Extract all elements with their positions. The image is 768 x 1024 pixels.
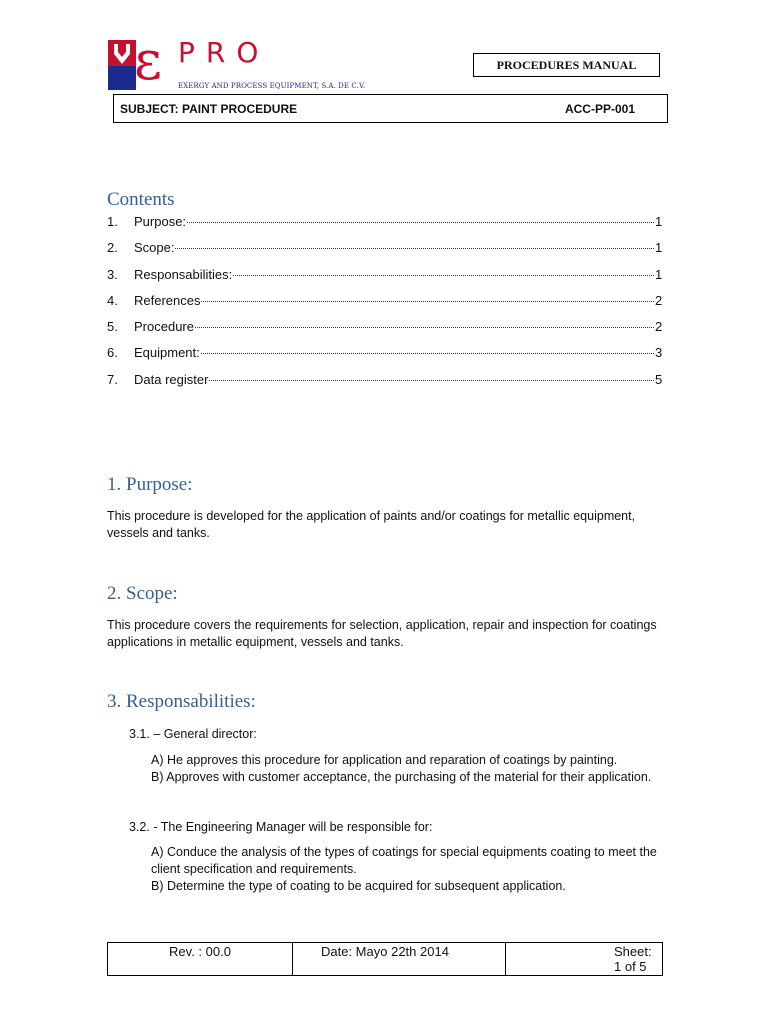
toc-page: 1 (655, 266, 663, 282)
company-logo (108, 29, 366, 94)
manual-title-box (473, 53, 660, 77)
scope-heading: 2. Scope: (107, 583, 178, 604)
toc-number: 4. (107, 292, 118, 308)
toc-label: Responsabilities: (134, 266, 233, 282)
toc-page: 1 (655, 214, 663, 229)
toc-label: Data register (134, 371, 209, 387)
toc-leader (187, 222, 654, 223)
toc-page: 3 (655, 345, 663, 361)
toc-item[interactable] (107, 319, 662, 345)
toc-page: 2 (655, 292, 663, 308)
toc-page: 2 (655, 319, 663, 335)
toc-number: 7. (107, 371, 118, 387)
logo-brand: PRO (178, 36, 270, 69)
purpose-text: This procedure is developed for the application of paints and/or coatings for metallic equipment, vessels and tanks. (107, 509, 636, 540)
toc-item[interactable] (107, 240, 662, 266)
general-director-item-b: B) Approves with customer acceptance, the purchasing of the material for their application. (151, 770, 652, 784)
footer-sheet: Sheet: 1 of 5 (506, 943, 663, 976)
subject-label: SUBJECT: PAINT PROCEDURE (120, 101, 298, 116)
toc-label: References (134, 292, 201, 308)
toc-item[interactable] (107, 214, 662, 240)
engineering-manager-item-a: A) Conduce the analysis of the types of coatings for special equipments coating to meet the client specification and requirements. (151, 845, 657, 876)
toc-leader (175, 248, 654, 249)
document-code: ACC-PP-001 (564, 101, 635, 116)
footer-revision: Rev. : 00.0 (108, 943, 293, 976)
table-of-contents (107, 214, 662, 398)
toc-item[interactable] (107, 345, 662, 371)
toc-number: 1. (107, 214, 118, 229)
manual-title: PROCEDURES MANUAL (496, 57, 637, 72)
toc-number: 2. (107, 240, 118, 256)
toc-leader (233, 275, 654, 276)
responsabilities-heading: 3. Responsabilities: (107, 691, 256, 712)
logo-epsilon: ε (134, 29, 162, 92)
general-director-heading: 3.1. – General director: (129, 727, 257, 741)
subject-box (113, 94, 668, 123)
toc-item[interactable] (107, 372, 662, 398)
toc-item[interactable] (107, 267, 662, 293)
toc-item[interactable] (107, 293, 662, 319)
footer-date: Date: Mayo 22th 2014 (293, 943, 506, 976)
toc-label: Equipment: (134, 345, 200, 361)
document-footer (107, 942, 663, 976)
toc-number: 5. (107, 319, 118, 335)
toc-leader (201, 353, 654, 354)
toc-number: 3. (107, 266, 118, 282)
contents-heading: Contents (107, 189, 175, 210)
purpose-heading: 1. Purpose: (107, 474, 193, 495)
engineering-manager-item-b: B) Determine the type of coating to be acquired for subsequent application. (151, 879, 566, 893)
toc-label: Scope: (134, 240, 175, 256)
toc-leader (201, 301, 654, 302)
toc-label: Purpose: (134, 214, 187, 229)
toc-number: 6. (107, 345, 118, 361)
logo-tagline: EXERGY AND PROCESS EQUIPMENT, S.A. DE C.V. (178, 82, 366, 90)
toc-page: 5 (655, 371, 663, 387)
toc-page: 1 (655, 240, 663, 256)
logo-flame-mark (108, 40, 136, 90)
toc-leader (209, 380, 654, 381)
toc-leader (195, 327, 654, 328)
engineering-manager-heading: 3.2. - The Engineering Manager will be responsible for: (129, 820, 433, 834)
toc-label: Procedure (134, 319, 194, 335)
general-director-item-a: A) He approves this procedure for application and reparation of coatings by painting. (151, 753, 618, 767)
scope-text: This procedure covers the requirements for selection, application, repair and inspection for coatings applications in metallic equipment, vessels and tanks. (107, 618, 657, 649)
